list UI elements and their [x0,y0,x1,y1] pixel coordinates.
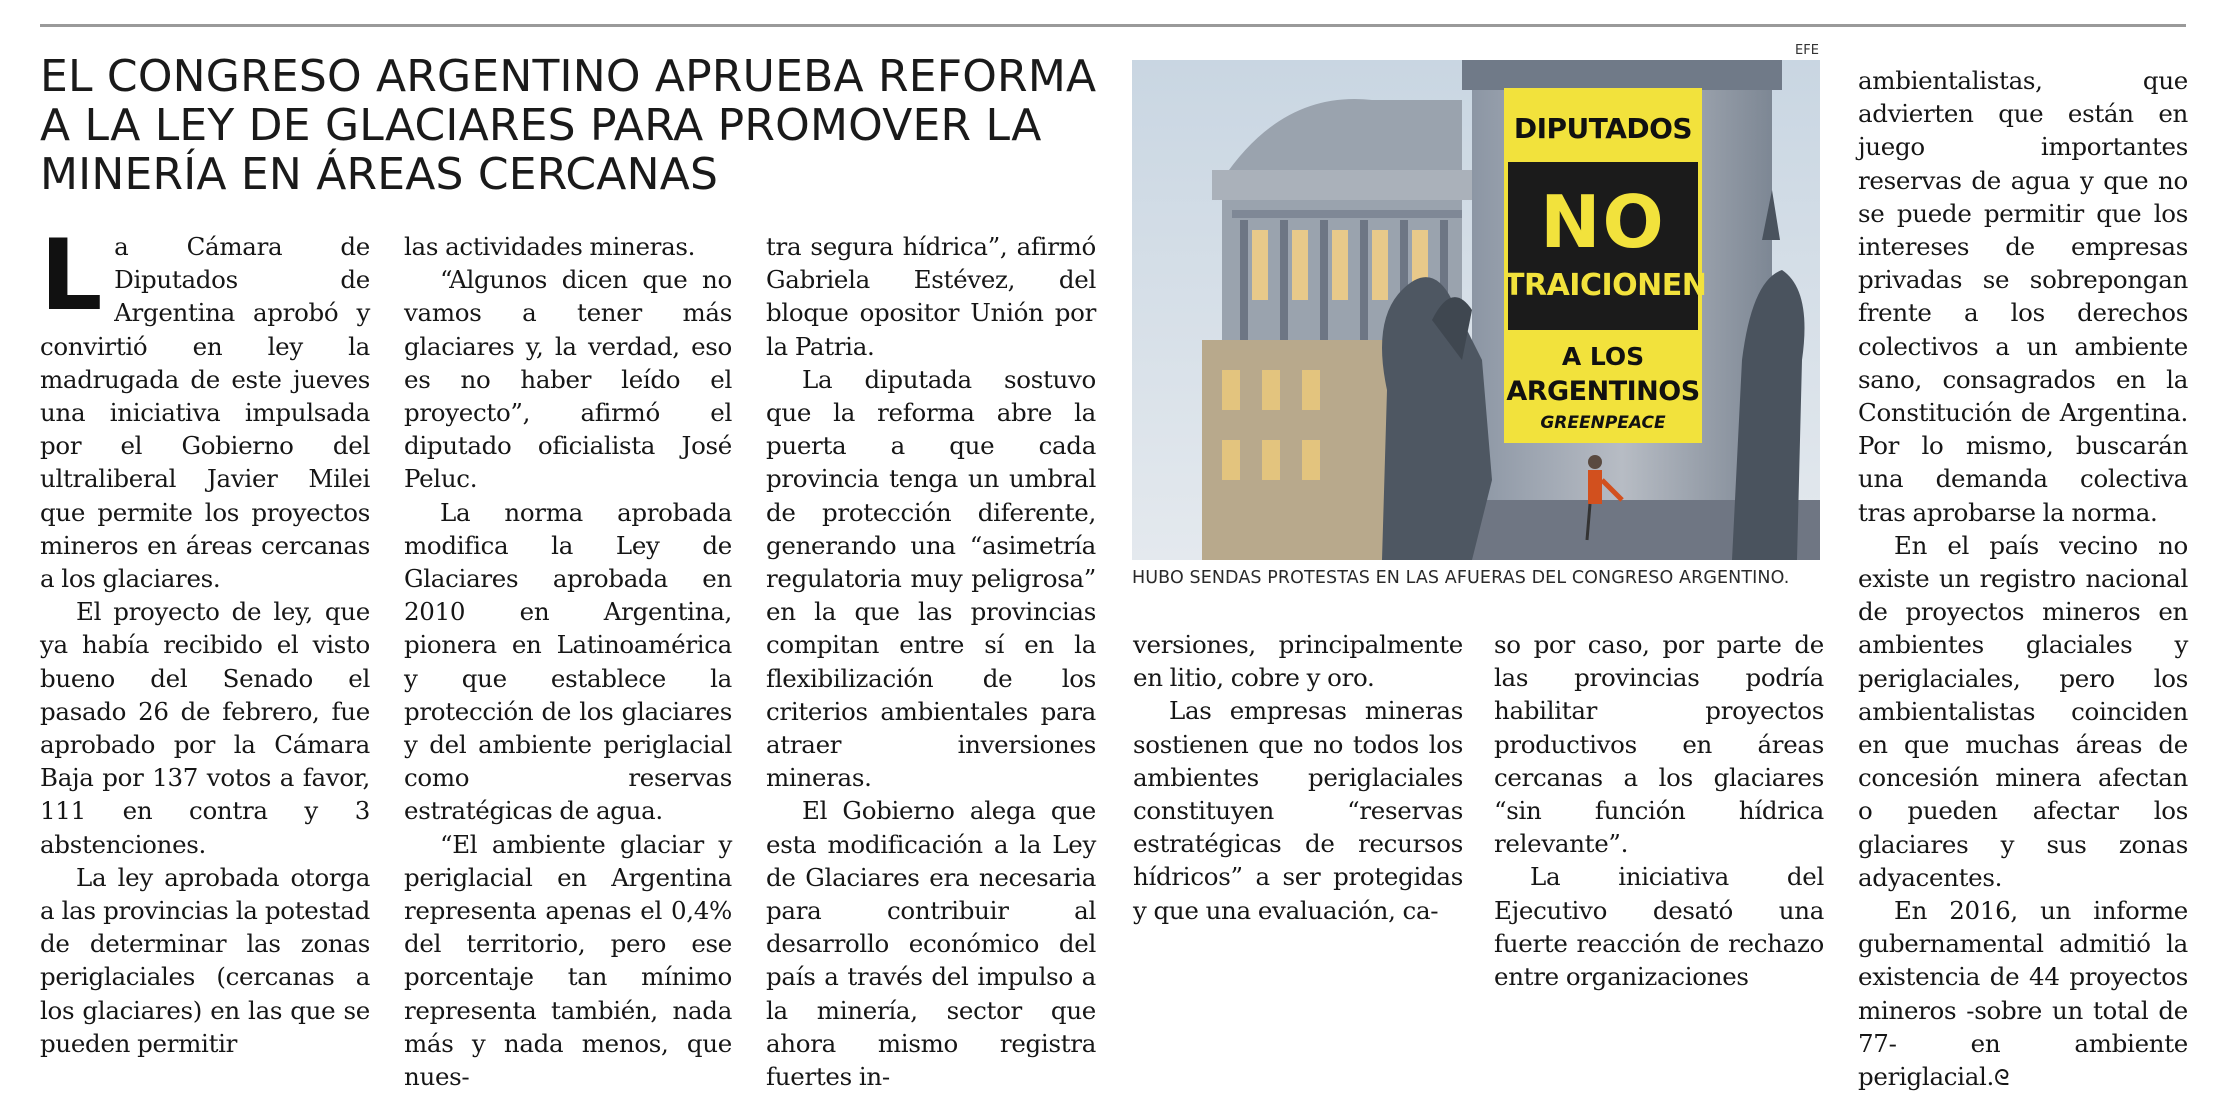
paragraph: tra segura hídrica”, afirmó Gabriela Estévez, del bloque opositor Unión por la Patria. [766,232,1096,361]
paragraph: La Cámara de Diputados de Argentina aprobó y convirtió en ley la madrugada de este jueves una iniciativa impulsada por el Gobierno del ultraliberal Javier Milei que permite los proyectos mineros en áreas cercanas a los glaciares. [40,219,370,594]
paragraph: “El ambiente glaciar y periglacial en Argentina representa apenas el 0,4% del territorio, pero ese porcentaje tan mínimo representa también, nada más y nada menos, que nues- [404,829,732,1092]
congress-building-illustration [1132,60,1820,560]
paragraph: El proyecto de ley, que ya había recibido el visto bueno del Senado el pasado 26 de febrero, fue aprobado por la Cámara Baja por 137 votos a favor, 111 en contra y 3 abstenciones. [40,597,370,859]
greenpeace-logo: GREENPEACE [1540,413,1666,433]
paragraph: ambientalistas, que advierten que están en juego importantes reservas de agua y que no se puede permitir que los intereses de empresas privadas se sobrepongan frente a los derechos colectivos a un ambiente sano, consagrados en la Constitución de Argentina. Por lo mismo, buscarán una demanda colectiva tras aprobarse la norma. [1858,66,2188,527]
banner-line: NO [1540,180,1666,264]
paragraph: La iniciativa del Ejecutivo desató una fuerte reacción de rechazo entre organizaciones [1494,862,1824,992]
article-column-6 [1858,64,2188,1095]
paragraph: El Gobierno alega que esta modificación a la Ley de Glaciares era necesaria para contribuir al desarrollo económico del país a través del impulso a la minería, sector que ahora mismo registra fuertes in- [766,796,1096,1092]
banner-line: TRAICIONEN [1504,268,1707,303]
paragraph: La norma aprobada modifica la Ley de Glaciares aprobada en 2010 en Argentina, pionera en Latinoamérica y que establece la protección de los glaciares y del ambiente periglacial como reservas estratégicas de agua. [404,497,732,826]
article-column-2 [404,230,732,1093]
banner-line: ARGENTINOS [1506,376,1700,407]
paragraph: “Algunos dicen que no vamos a tener más glaciares y, la verdad, eso es no haber leído el proyecto”, afirmó el diputado oficialista José Peluc. [404,265,732,494]
paragraph: En 2016, un informe gubernamental admitió la existencia de 44 proyectos mineros -sobre un total de 77- en ambiente periglacial.ᘓ [1858,896,2188,1092]
protest-banner [1504,88,1707,443]
article-column-4 [1133,628,1463,927]
paragraph: La ley aprobada otorga a las provincias la potestad de determinar las zonas periglaciales (cercanas a los glaciares) en las que se pueden permitir [40,862,370,1058]
paragraph: Las empresas mineras sostienen que no todos los ambientes periglaciales constituyen “reservas estratégicas de recursos hídricos” a ser protegidas y que una evaluación, ca- [1133,696,1463,925]
paragraph: so por caso, por parte de las provincias podría habilitar proyectos productivos en áreas cercanas a los glaciares “sin función hídrica relevante”. [1494,630,1824,859]
end-of-article-mark: ᘓ [1994,1066,2010,1092]
article-column-1 [40,219,370,1060]
paragraph: versiones, principalmente en litio, cobre y oro. [1133,630,1463,693]
article-column-3 [766,230,1096,1093]
article-column-5 [1494,628,1824,993]
drop-cap: L [40,219,103,333]
banner-line: A LOS [1561,342,1645,371]
protest-photo [1132,60,1820,560]
photo-caption: HUBO SENDAS PROTESTAS EN LAS AFUERAS DEL CONGRESO ARGENTINO. [1132,568,1790,588]
photo-credit: EFE [1795,43,1819,58]
paragraph: La diputada sostuvo que la reforma abre la puerta a que cada provincia tenga un umbral de protección diferente, generando una “asimetría regulatoria muy peligrosa” en la que las provincias compitan entre sí en la flexibilización de los criterios ambientales para atraer inversiones mineras. [766,364,1096,793]
top-divider [40,24,2186,27]
article-headline: EL CONGRESO ARGENTINO APRUEBA REFORMA A LA LEY DE GLACIARES PARA PROMOVER LA MINERÍA EN ÁREAS CERCANAS [40,51,1097,200]
banner-line: DIPUTADOS [1513,112,1693,145]
paragraph: En el país vecino no existe un registro nacional de proyectos mineros en ambientes glaciales y periglaciales, pero los ambientalistas coinciden en que muchas áreas de concesión minera afectan o pueden afectar los glaciares y sus zonas adyacentes. [1858,530,2188,892]
paragraph: las actividades mineras. [404,232,696,261]
